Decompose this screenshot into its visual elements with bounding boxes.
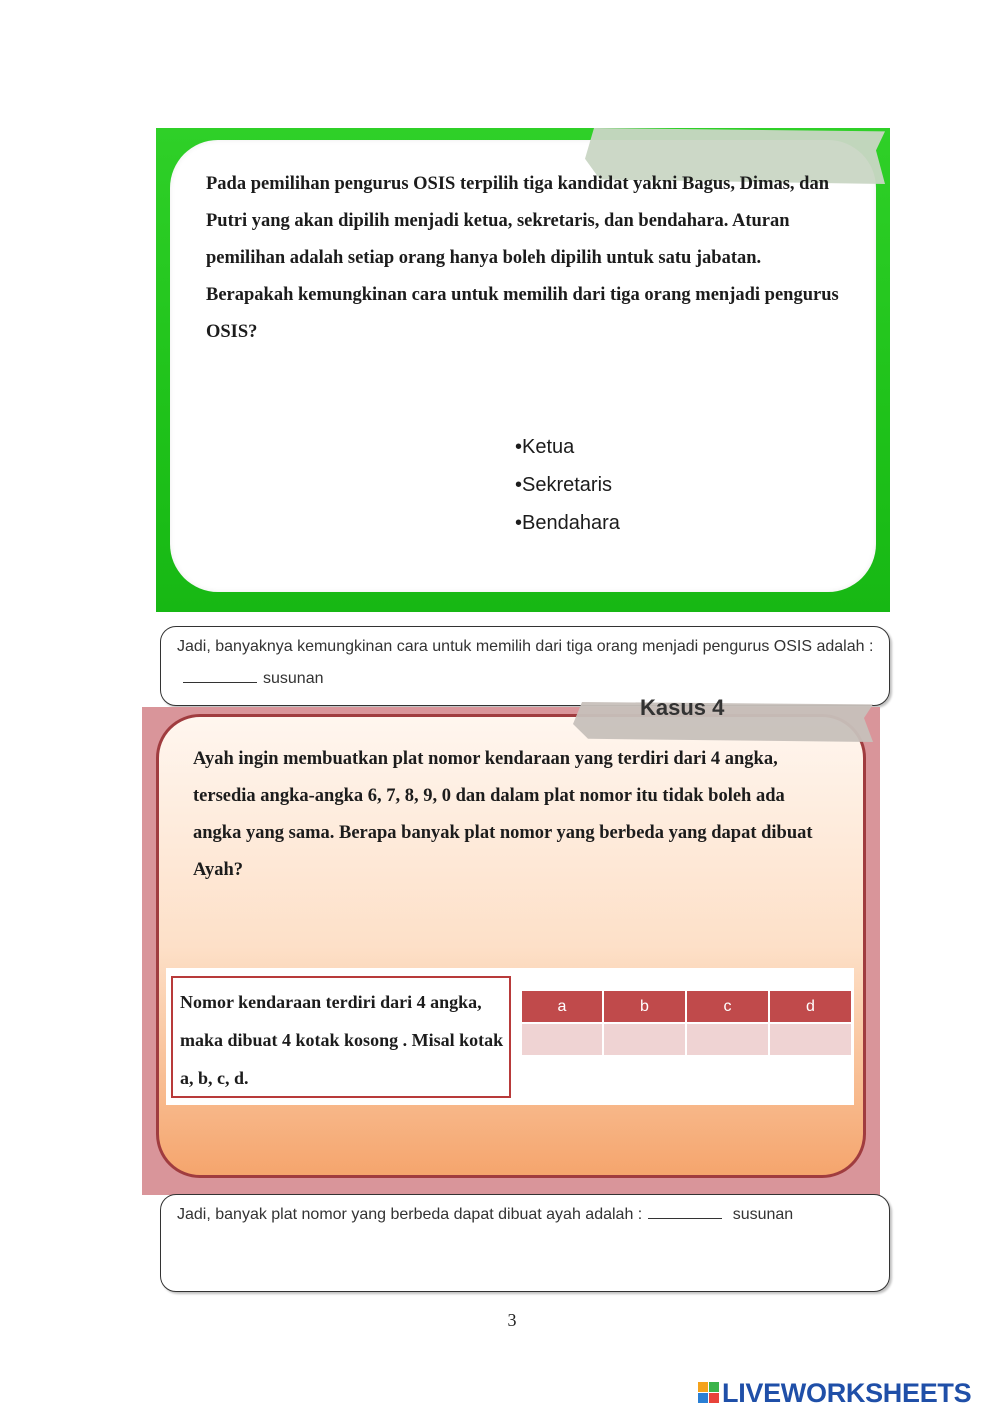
answer-2-blank[interactable]: [648, 1200, 722, 1219]
answer-box-2: [160, 1194, 890, 1292]
table-cell-b[interactable]: [603, 1023, 686, 1056]
table-header-d: d: [769, 990, 852, 1023]
answer-1-prefix: Jadi, banyaknya kemungkinan cara untuk memilih dari tiga orang menjadi pengurus OSIS adalah :: [177, 638, 874, 655]
option-ketua: •Ketua: [515, 436, 575, 458]
liveworksheets-icon: [698, 1382, 720, 1404]
answer-2-suffix: susunan: [732, 1206, 794, 1223]
info-text: Nomor kendaraan terdiri dari 4 angka, maka dibuat 4 kotak kosong . Misal kotak a, b, c, d.: [180, 992, 504, 1088]
table-cell-d[interactable]: [769, 1023, 852, 1056]
answer-2-prefix: Jadi, banyak plat nomor yang berbeda dapat dibuat ayah adalah :: [177, 1206, 643, 1223]
table-cell-a[interactable]: [521, 1023, 603, 1056]
answer-1-suffix: susunan: [263, 670, 324, 687]
problem-2-header-partial: [640, 695, 790, 707]
brand-name: LIVEWORKSHEETS: [722, 1377, 972, 1408]
option-sekretaris: •Sekretaris: [515, 474, 613, 496]
answer-1-blank[interactable]: [183, 664, 257, 683]
liveworksheets-logo: [698, 1378, 971, 1408]
problem-2-question: Ayah ingin membuatkan plat nomor kendaraan yang terdiri dari 4 angka, tersedia angka-angka 6, 7, 8, 9, 0 dan dalam plat nomor itu tidak boleh ada angka yang sama. Berapa banyak plat nomor yang berbeda yang dapat dibuat Ayah?: [193, 749, 813, 880]
table-header-b: b: [603, 990, 686, 1023]
option-bendahara: •Bendahara: [515, 512, 620, 534]
table-header-a: a: [521, 990, 603, 1023]
page-number: 3: [507, 1310, 517, 1330]
table-cell-c[interactable]: [686, 1023, 769, 1056]
answer-box-1: [160, 626, 890, 706]
table-header-c: c: [686, 990, 769, 1023]
problem-1-question: Pada pemilihan pengurus OSIS terpilih tiga kandidat yakni Bagus, Dimas, dan Putri yang akan dipilih menjadi ketua, sekretaris, dan bendahara. Aturan pemilihan adalah setiap orang hanya boleh dipilih untuk satu jabatan. Berapakah kemungkinan cara untuk memilih dari tiga orang menjadi pengurus OSIS?: [206, 174, 839, 342]
digit-table: [521, 990, 852, 1056]
